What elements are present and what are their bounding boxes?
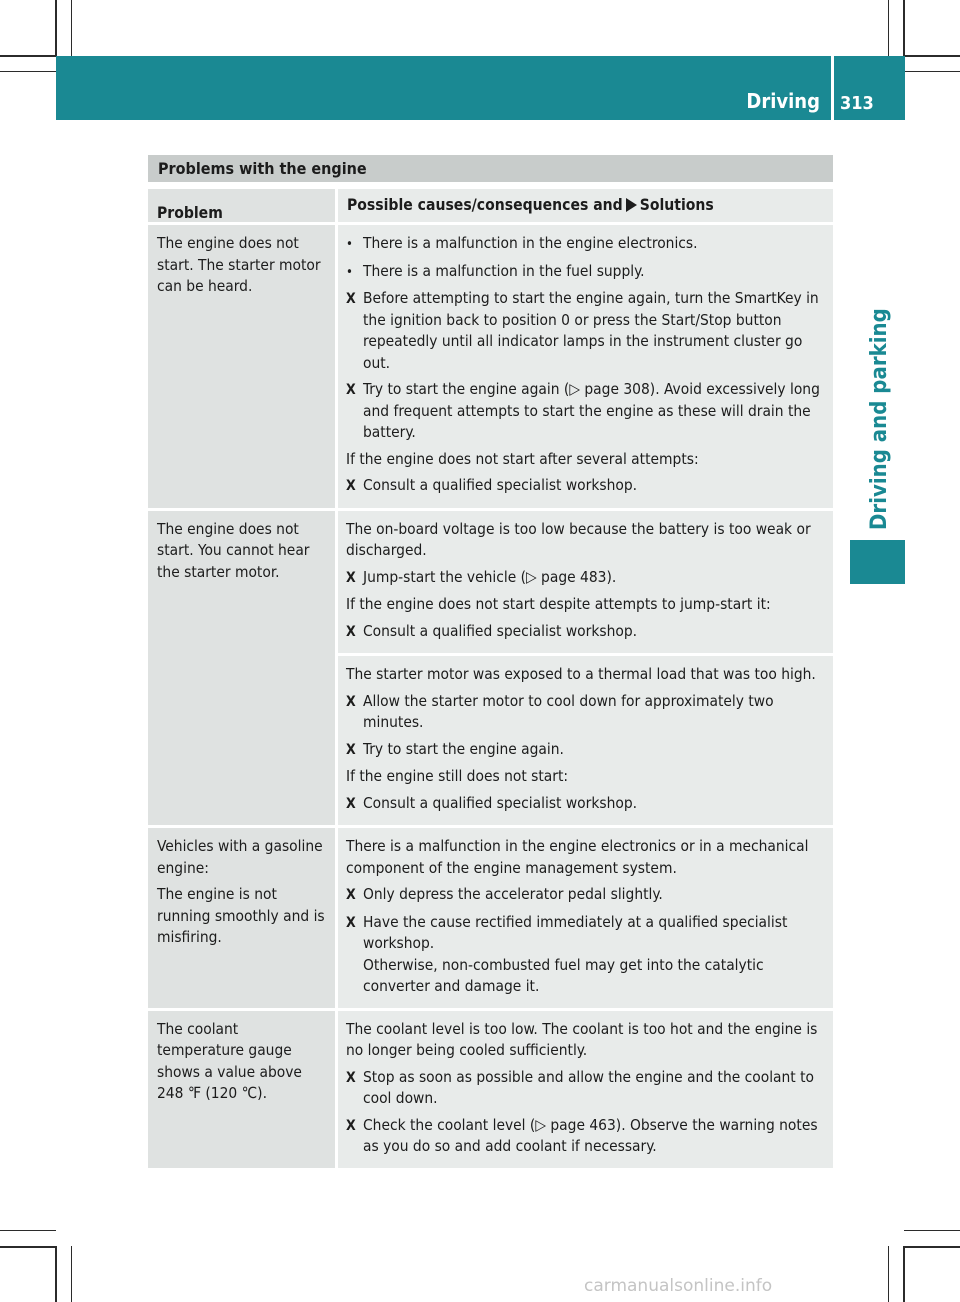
solution-cell [338, 828, 833, 1008]
action-marker-icon: X [346, 1117, 356, 1134]
table-title: Problems with the engine [148, 155, 833, 182]
solution-item [346, 475, 825, 498]
action-marker-icon: X [346, 795, 356, 812]
solution-text: Consult a qualified specialist workshop. [363, 476, 638, 494]
crop-mark [903, 0, 905, 56]
problem-cell [148, 225, 335, 508]
solution-cell [338, 1011, 833, 1168]
solution-text: Check the coolant level (▷ page 463). Observe the warning notes as you do so and add coolant if necessary. [363, 1115, 818, 1155]
column-header-solutions-prefix: Possible causes/consequences and [347, 196, 623, 214]
solution-text: There is a malfunction in the engine electronics. [363, 234, 698, 252]
crop-mark [888, 1246, 889, 1302]
solution-item [346, 793, 825, 816]
solution-text: If the engine does not start after several attempts: [346, 449, 699, 468]
solution-text: The starter motor was exposed to a thermal load that was too high. [346, 665, 816, 683]
crop-mark [71, 0, 72, 56]
solution-item [346, 233, 825, 256]
solution-text: The coolant level is too low. The coolant is too hot and the engine is no longer being cooled sufficiently. [346, 1019, 818, 1059]
problems-table [148, 155, 833, 1168]
table-row [148, 511, 833, 826]
solution-text: If the engine does not start despite attempts to jump-start it: [346, 595, 771, 613]
triangle-right-icon [626, 198, 637, 212]
solution-block [338, 511, 833, 654]
table-header-row [148, 189, 833, 222]
solution-text: Consult a qualified specialist workshop. [363, 793, 638, 812]
solution-item [346, 261, 825, 284]
solution-block [338, 1011, 833, 1168]
action-marker-icon: X [346, 623, 356, 640]
action-marker-icon: X [346, 914, 356, 931]
solution-item [346, 567, 825, 590]
solution-text: Try to start the engine again (▷ page 308). Avoid excessively long and frequent attempts to start the engine as these will drain the battery. [363, 380, 820, 441]
solution-item [346, 379, 825, 444]
solution-item [346, 691, 825, 734]
solution-item [346, 519, 825, 562]
table-row [148, 225, 833, 508]
crop-mark [904, 1246, 960, 1248]
solution-text: If the engine still does not start: [346, 767, 569, 785]
action-marker-icon: X [346, 741, 356, 758]
solution-block [338, 656, 833, 825]
crop-mark [904, 71, 960, 72]
solution-cell [338, 225, 833, 508]
header-separator [831, 56, 834, 120]
crop-mark [904, 1230, 960, 1231]
solution-cell [338, 511, 833, 826]
chapter-side-label: Driving and parking [867, 308, 892, 530]
crop-mark [71, 1246, 72, 1302]
problem-text: Vehicles with a gasoline engine: [157, 837, 323, 877]
solution-item [346, 766, 825, 788]
action-marker-icon: X [346, 693, 356, 710]
solution-item [346, 288, 825, 374]
solution-text: Allow the starter motor to cool down for approximately two minutes. [363, 691, 774, 731]
column-header-solutions-suffix: Solutions [639, 196, 714, 214]
solution-item [346, 739, 825, 762]
solution-text: Stop as soon as possible and allow the engine and the coolant to cool down. [363, 1067, 815, 1107]
crop-mark [0, 1230, 56, 1231]
problem-text: The coolant temperature gauge shows a value above 248 ℉ (120 ℃). [157, 1019, 302, 1102]
column-header-solutions [338, 189, 833, 222]
bullet-icon: • [346, 237, 353, 252]
solution-item [346, 836, 825, 879]
solution-text: Before attempting to start the engine again, turn the SmartKey in the ignition back to position 0 or press the Start/Stop button repeatedly until all indicator lamps in the instrument cluster go out. [363, 289, 819, 372]
action-marker-icon: X [346, 887, 356, 903]
section-title: Driving [746, 89, 820, 113]
solution-text: There is a malfunction in the engine electronics or in a mechanical component of the engine management system. [346, 837, 809, 877]
solution-item [346, 884, 825, 907]
solution-item [346, 449, 825, 471]
action-marker-icon: X [346, 478, 356, 494]
bullet-icon: • [346, 264, 353, 280]
solution-item [346, 1019, 825, 1062]
action-marker-icon: X [346, 569, 356, 586]
crop-mark [888, 0, 889, 56]
solution-item [346, 912, 825, 998]
crop-mark [55, 1246, 57, 1302]
solution-text: There is a malfunction in the fuel supply. [363, 261, 645, 280]
solution-block [338, 828, 833, 1008]
crop-mark [0, 71, 56, 72]
column-header-problem: Problem [148, 189, 335, 222]
table-body [148, 225, 833, 1168]
problem-text: The engine does not start. The starter motor can be heard. [157, 234, 321, 295]
solution-item [346, 1067, 825, 1110]
watermark: carmanualsonline.info [584, 1276, 773, 1296]
action-marker-icon: X [346, 1069, 356, 1086]
problem-cell [148, 1011, 335, 1168]
crop-mark [55, 0, 57, 56]
crop-mark [0, 55, 56, 57]
solution-text: Have the cause rectified immediately at a qualified specialist workshop. Otherwise, non-combusted fuel may get into the catalytic converter and damage it. [363, 912, 788, 995]
page-number: 313 [840, 93, 874, 114]
solution-item [346, 1115, 825, 1158]
table-row [148, 1011, 833, 1168]
problem-cell [148, 828, 335, 1008]
solution-text: The on-board voltage is too low because the battery is too weak or discharged. [346, 519, 811, 559]
solution-text: Only depress the accelerator pedal slightly. [363, 885, 663, 903]
crop-mark [0, 1246, 56, 1248]
problem-cell [148, 511, 335, 826]
crop-mark [904, 55, 960, 57]
crop-mark [903, 1246, 905, 1302]
action-marker-icon: X [346, 291, 356, 307]
solution-item [346, 621, 825, 644]
problem-text: The engine is not running smoothly and is misfiring. [157, 885, 325, 946]
solution-item [346, 664, 825, 686]
solution-block [338, 225, 833, 508]
problem-text: The engine does not start. You cannot hear the starter motor. [157, 519, 310, 581]
table-row [148, 828, 833, 1008]
chapter-tab-marker [850, 540, 905, 584]
solution-item [346, 594, 825, 616]
action-marker-icon: X [346, 382, 356, 398]
solution-text: Consult a qualified specialist workshop. [363, 621, 638, 640]
solution-text: Try to start the engine again. [363, 739, 564, 758]
solution-text: Jump-start the vehicle (▷ page 483). [363, 567, 617, 586]
